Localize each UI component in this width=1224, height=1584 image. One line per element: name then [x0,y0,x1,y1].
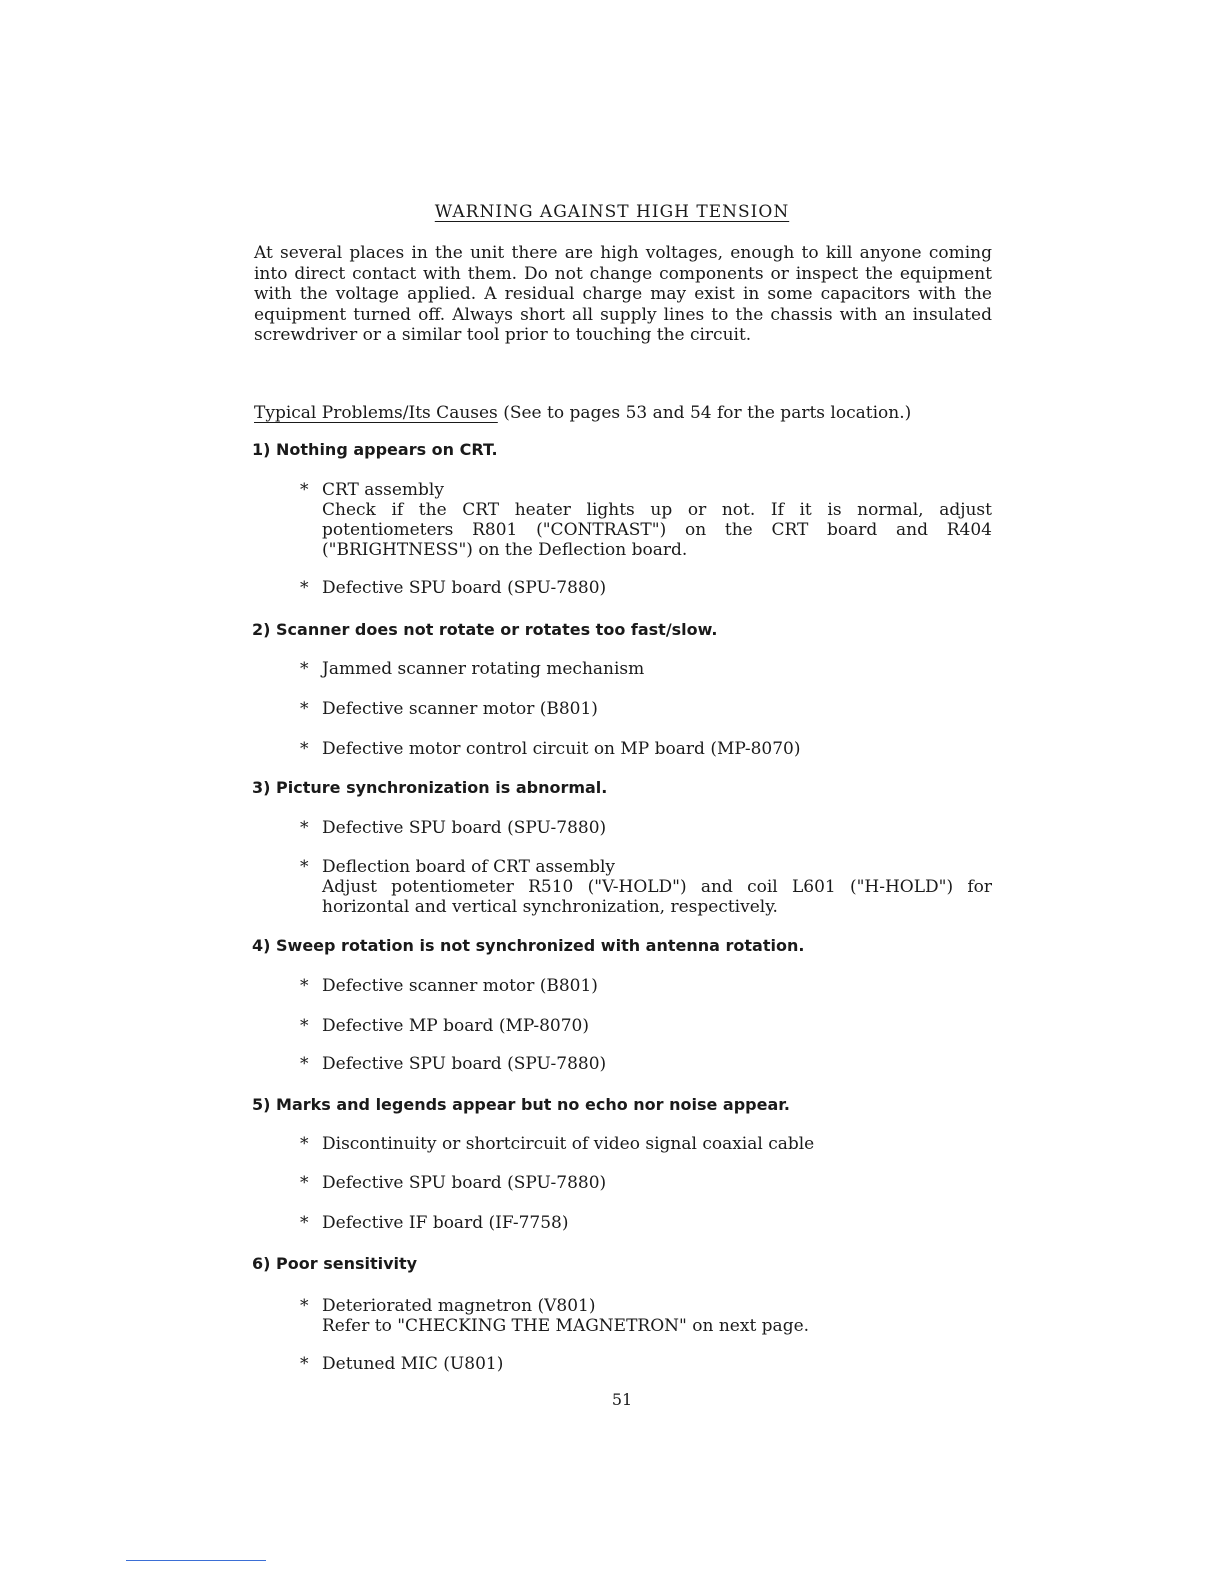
problem-1-cause-2 [300,578,992,598]
bullet-star: * [300,1173,309,1193]
cause-note: Check if the CRT heater lights up or not. If it is normal, adjust potentiometers R801 ("CONTRAST") on the CRT board and R404 ("BRIGHTNESS") on the Deflection board. [322,500,992,560]
problem-3 [252,778,992,797]
page-title: WARNING AGAINST HIGH TENSION [434,202,790,222]
cause-text: Defective IF board (IF-7758) [322,1213,569,1233]
cause-text: Jammed scanner rotating mechanism [322,659,645,679]
problems-heading-label: Typical Problems/Its Causes [254,403,498,423]
warning-paragraph: At several places in the unit there are high voltages, enough to kill anyone coming into direct contact with them. Do not change components or inspect the equipment with the voltage applied. A residual charge may exist in some capacitors with the equipment turned off. Always short all supply lines to the chassis with an insulated screwdriver or a similar tool prior to touching the circuit. [254,243,992,345]
bullet-star: * [300,659,309,679]
bullet-star: * [300,699,309,719]
problems-heading [254,403,994,423]
cause-text: Defective SPU board (SPU-7880) [322,818,607,838]
cause-text: Deflection board of CRT assembly [322,857,616,877]
problem-6-cause-2 [300,1354,992,1374]
bullet-star: * [300,1213,309,1233]
problem-6 [252,1254,992,1273]
problem-title: 2) Scanner does not rotate or rotates too fast/slow. [252,620,718,639]
footnote-rule [126,1560,266,1561]
cause-text: CRT assembly [322,480,444,500]
problem-2-cause-1 [300,659,992,679]
cause-text: Deteriorated magnetron (V801) [322,1296,596,1316]
bullet-star: * [300,1296,309,1316]
bullet-star: * [300,739,309,759]
problem-4-cause-2 [300,1016,992,1036]
bullet-star: * [300,480,309,500]
cause-note: Adjust potentiometer R510 ("V-HOLD") and coil L601 ("H-HOLD") for horizontal and vertical synchronization, respectively. [322,877,992,917]
problem-5-cause-2 [300,1173,992,1193]
problem-4 [252,936,992,955]
problem-5 [252,1095,992,1114]
cause-text: Defective SPU board (SPU-7880) [322,578,607,598]
bullet-star: * [300,1016,309,1036]
problem-2-cause-2 [300,699,992,719]
problem-5-cause-1 [300,1134,992,1154]
cause-text: Discontinuity or shortcircuit of video signal coaxial cable [322,1134,815,1154]
problem-2 [252,620,992,639]
problem-1 [252,440,992,459]
cause-text: Defective scanner motor (B801) [322,976,598,996]
cause-text: Defective SPU board (SPU-7880) [322,1054,607,1074]
problem-6-cause-1 [300,1296,992,1336]
problem-1-cause-1 [300,480,992,560]
cause-text: Detuned MIC (U801) [322,1354,504,1374]
cause-text: Defective MP board (MP-8070) [322,1016,590,1036]
cause-text: Defective motor control circuit on MP board (MP-8070) [322,739,801,759]
bullet-star: * [300,1134,309,1154]
problem-5-cause-3 [300,1213,992,1233]
problems-heading-note: (See to pages 53 and 54 for the parts location.) [503,403,912,423]
bullet-star: * [300,976,309,996]
problem-4-cause-1 [300,976,992,996]
problem-title: 4) Sweep rotation is not synchronized with antenna rotation. [252,936,805,955]
problem-title: 1) Nothing appears on CRT. [252,440,498,459]
bullet-star: * [300,1354,309,1374]
page-number: 51 [611,1390,633,1409]
cause-note: Refer to "CHECKING THE MAGNETRON" on next page. [322,1316,810,1336]
bullet-star: * [300,578,309,598]
bullet-star: * [300,1054,309,1074]
problem-4-cause-3 [300,1054,992,1074]
bullet-star: * [300,818,309,838]
problem-title: 5) Marks and legends appear but no echo nor noise appear. [252,1095,790,1114]
cause-text: Defective scanner motor (B801) [322,699,598,719]
problem-2-cause-3 [300,739,992,759]
cause-text: Defective SPU board (SPU-7880) [322,1173,607,1193]
problem-title: 3) Picture synchronization is abnormal. [252,778,608,797]
problem-3-cause-2 [300,857,992,917]
problem-3-cause-1 [300,818,992,838]
problem-title: 6) Poor sensitivity [252,1254,418,1273]
bullet-star: * [300,857,309,877]
